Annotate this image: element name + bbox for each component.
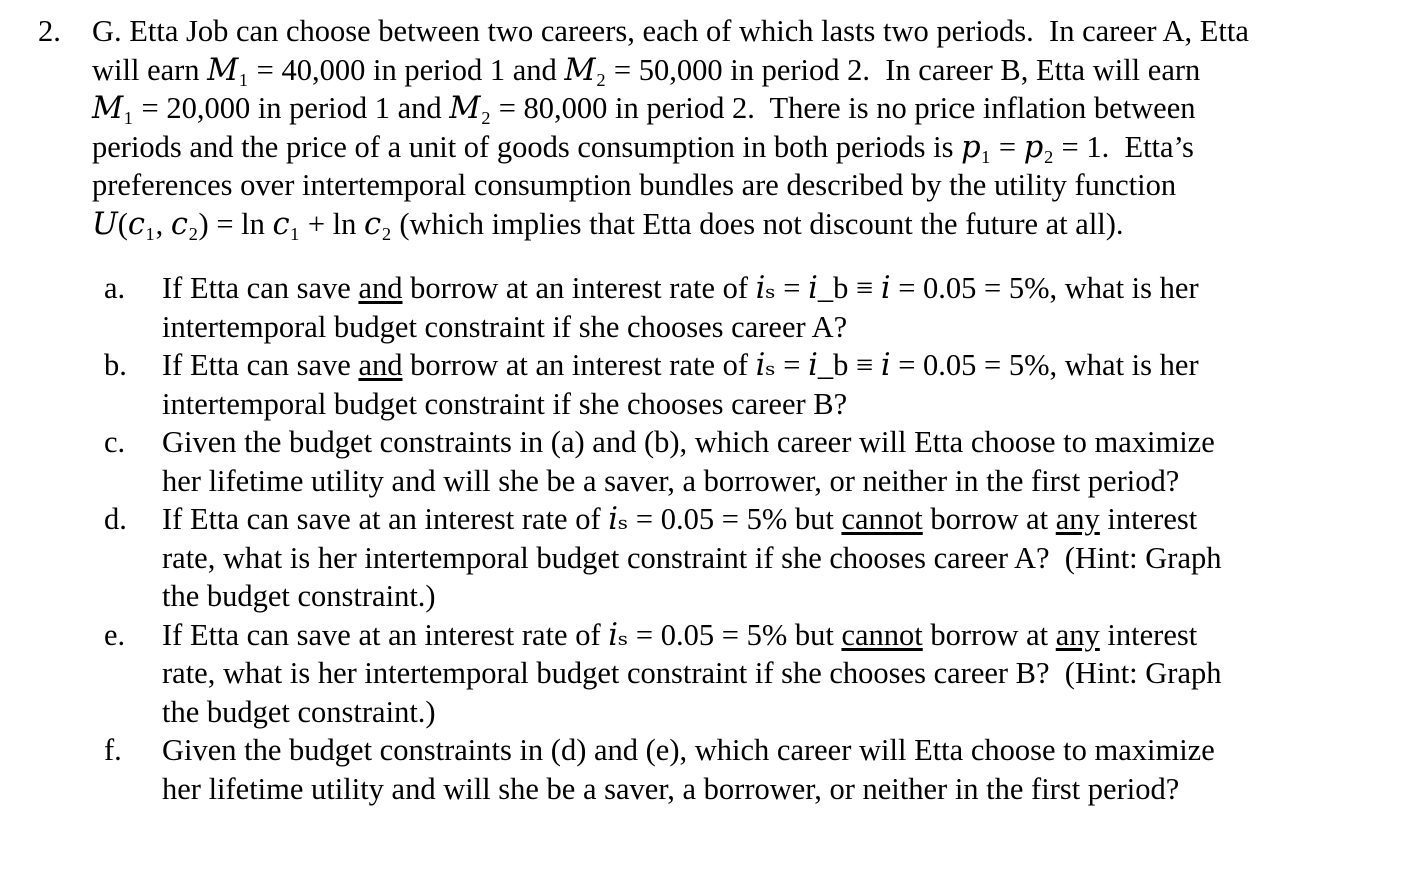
subpart-line: the budget constraint.) bbox=[162, 579, 436, 613]
subpart-letter: a. bbox=[104, 271, 126, 305]
problem-stem bbox=[92, 12, 1382, 243]
underlined-word: and bbox=[358, 271, 403, 305]
stem-line: periods and the price of a unit of goods consumption in both periods is 𝑝₁ = 𝑝₂ = 1. Etta’s bbox=[92, 129, 1194, 164]
subpart-letter: f. bbox=[104, 733, 122, 767]
subpart-letter: d. bbox=[104, 502, 127, 536]
subpart-line: intertemporal budget constraint if she chooses career A? bbox=[162, 309, 848, 344]
subpart-line: rate, what is her intertemporal budget constraint if she chooses career B? (Hint: Graph bbox=[162, 656, 1222, 690]
subpart-a bbox=[104, 269, 1344, 346]
subpart-e bbox=[104, 616, 1344, 732]
subpart-line: the budget constraint.) bbox=[162, 694, 436, 729]
underlined-word: cannot bbox=[841, 617, 923, 652]
problem-number: 2. bbox=[38, 14, 61, 48]
subpart-b bbox=[104, 346, 1344, 423]
underlined-word: any bbox=[1055, 502, 1100, 536]
subpart-line: her lifetime utility and will she be a saver, a borrower, or neither in the first period? bbox=[162, 771, 1180, 806]
stem-line: will earn 𝑀₁ = 40,000 in period 1 and 𝑀₂ = 50,000 in period 2. In career B, Etta will earn bbox=[92, 52, 1201, 87]
stem-line: 𝑀₁ = 20,000 in period 1 and 𝑀₂ = 80,000 in period 2. There is no price inflation between bbox=[92, 91, 1196, 125]
subpart-c bbox=[104, 423, 1344, 500]
subpart-line: If Etta can save at an interest rate of 𝑖ₛ = 0.05 = 5% but cannot borrow at any interest bbox=[162, 617, 1198, 652]
subpart-line: If Etta can save and borrow at an interest rate of 𝑖ₛ = 𝑖_b ≡ 𝑖 = 0.05 = 5%, what is her bbox=[162, 348, 1199, 382]
subpart-line: Given the budget constraints in (d) and (e), which career will Etta choose to maximize bbox=[162, 733, 1215, 767]
subpart-line: her lifetime utility and will she be a saver, a borrower, or neither in the first period? bbox=[162, 463, 1180, 498]
subpart-letter: b. bbox=[104, 348, 127, 382]
subpart-text bbox=[162, 269, 1344, 346]
underlined-word: any bbox=[1055, 617, 1100, 652]
subpart-line: intertemporal budget constraint if she chooses career B? bbox=[162, 386, 848, 421]
subpart-text bbox=[162, 616, 1344, 732]
underlined-word: cannot bbox=[841, 502, 923, 536]
subpart-letter: c. bbox=[104, 425, 126, 459]
subpart-line: rate, what is her intertemporal budget constraint if she chooses career A? (Hint: Graph bbox=[162, 540, 1222, 575]
subpart-d bbox=[104, 500, 1344, 616]
subparts-list bbox=[104, 269, 1344, 808]
subpart-line: If Etta can save at an interest rate of 𝑖ₛ = 0.05 = 5% but cannot borrow at any interest bbox=[162, 502, 1198, 536]
subpart-text bbox=[162, 500, 1344, 616]
stem-line: preferences over intertemporal consumption bundles are described by the utility function bbox=[92, 168, 1177, 202]
subpart-text bbox=[162, 731, 1344, 808]
subpart-f bbox=[104, 731, 1344, 808]
underlined-word: and bbox=[358, 348, 403, 382]
stem-line: G. Etta Job can choose between two careers, each of which lasts two periods. In career A, Etta bbox=[92, 14, 1249, 48]
subpart-letter: e. bbox=[104, 617, 126, 652]
subpart-text bbox=[162, 423, 1344, 500]
subpart-line: Given the budget constraints in (a) and (b), which career will Etta choose to maximize bbox=[162, 425, 1215, 459]
stem-line: 𝑈(𝑐₁, 𝑐₂) = ln 𝑐₁ + ln 𝑐₂ (which implies that Etta does not discount the future at all). bbox=[92, 206, 1124, 241]
subpart-text bbox=[162, 346, 1344, 423]
subpart-line: If Etta can save and borrow at an interest rate of 𝑖ₛ = 𝑖_b ≡ 𝑖 = 0.05 = 5%, what is her bbox=[162, 271, 1199, 305]
